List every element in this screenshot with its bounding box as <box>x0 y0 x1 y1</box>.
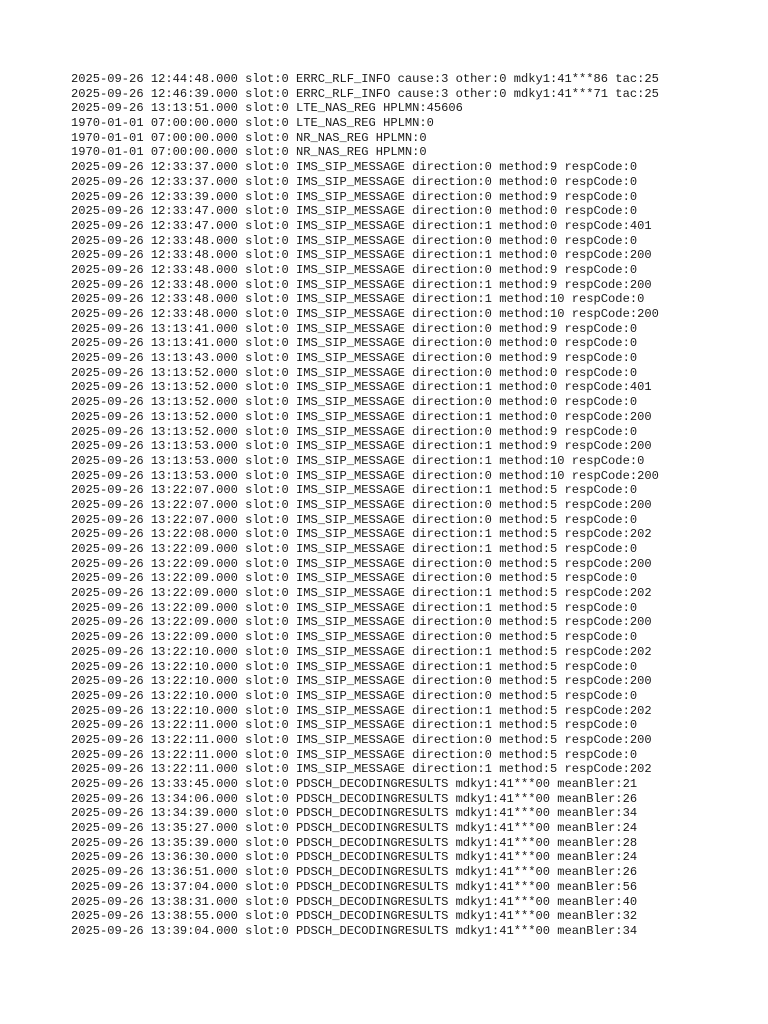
log-line: 2025-09-26 12:33:48.000 slot:0 IMS_SIP_MESSAGE direction:1 method:9 respCode:200 <box>71 277 652 292</box>
log-line: 2025-09-26 13:33:45.000 slot:0 PDSCH_DECODINGRESULTS mdky1:41***00 meanBler:21 <box>71 777 638 791</box>
log-line: 2025-09-26 13:13:43.000 slot:0 IMS_SIP_MESSAGE direction:0 method:9 respCode:0 <box>71 351 638 366</box>
log-line: 2025-09-26 13:13:52.000 slot:0 IMS_SIP_MESSAGE direction:0 method:0 respCode:0 <box>71 365 638 380</box>
log-line: 2025-09-26 13:22:10.000 slot:0 IMS_SIP_MESSAGE direction:1 method:5 respCode:0 <box>71 659 638 674</box>
log-line: 2025-09-26 12:33:39.000 slot:0 IMS_SIP_MESSAGE direction:0 method:9 respCode:0 <box>71 189 638 204</box>
log-line: 2025-09-26 13:22:09.000 slot:0 IMS_SIP_MESSAGE direction:1 method:5 respCode:0 <box>71 600 638 615</box>
log-line: 2025-09-26 13:13:51.000 slot:0 LTE_NAS_REG HPLMN:45606 <box>71 101 463 116</box>
log-line: 2025-09-26 13:13:41.000 slot:0 IMS_SIP_MESSAGE direction:0 method:0 respCode:0 <box>71 336 638 351</box>
log-line: 2025-09-26 12:33:47.000 slot:0 IMS_SIP_MESSAGE direction:0 method:0 respCode:0 <box>71 204 638 219</box>
log-line: 1970-01-01 07:00:00.000 slot:0 NR_NAS_REG HPLMN:0 <box>71 145 427 160</box>
log-line: 2025-09-26 13:13:52.000 slot:0 IMS_SIP_MESSAGE direction:0 method:9 respCode:0 <box>71 424 638 439</box>
log-line: 2025-09-26 13:38:31.000 slot:0 PDSCH_DECODINGRESULTS mdky1:41***00 meanBler:40 <box>71 894 638 909</box>
log-line: 1970-01-01 07:00:00.000 slot:0 LTE_NAS_REG HPLMN:0 <box>71 116 434 131</box>
log-line: 2025-09-26 13:22:11.000 slot:0 IMS_SIP_MESSAGE direction:1 method:5 respCode:202 <box>71 762 652 777</box>
log-listing <box>71 72 659 939</box>
log-line: 2025-09-26 13:13:53.000 slot:0 IMS_SIP_MESSAGE direction:0 method:10 respCode:200 <box>71 468 659 483</box>
log-line: 2025-09-26 13:22:09.000 slot:0 IMS_SIP_MESSAGE direction:1 method:5 respCode:202 <box>71 586 652 601</box>
log-line: 2025-09-26 13:13:52.000 slot:0 IMS_SIP_MESSAGE direction:1 method:0 respCode:401 <box>71 380 652 395</box>
log-line: 2025-09-26 13:13:41.000 slot:0 IMS_SIP_MESSAGE direction:0 method:9 respCode:0 <box>71 321 638 336</box>
log-line: 1970-01-01 07:00:00.000 slot:0 NR_NAS_REG HPLMN:0 <box>71 130 427 145</box>
log-line: 2025-09-26 13:22:11.000 slot:0 IMS_SIP_MESSAGE direction:1 method:5 respCode:0 <box>71 718 638 733</box>
log-line: 2025-09-26 13:34:06.000 slot:0 PDSCH_DECODINGRESULTS mdky1:41***00 meanBler:26 <box>71 791 638 806</box>
log-line: 2025-09-26 12:33:37.000 slot:0 IMS_SIP_MESSAGE direction:0 method:0 respCode:0 <box>71 174 638 189</box>
log-line: 2025-09-26 13:37:04.000 slot:0 PDSCH_DECODINGRESULTS mdky1:41***00 meanBler:56 <box>71 879 638 894</box>
log-line: 2025-09-26 13:13:53.000 slot:0 IMS_SIP_MESSAGE direction:1 method:9 respCode:200 <box>71 439 652 454</box>
log-line: 2025-09-26 13:22:10.000 slot:0 IMS_SIP_MESSAGE direction:1 method:5 respCode:202 <box>71 703 652 718</box>
log-line: 2025-09-26 13:22:10.000 slot:0 IMS_SIP_MESSAGE direction:0 method:5 respCode:200 <box>71 674 652 689</box>
log-line: 2025-09-26 12:46:39.000 slot:0 ERRC_RLF_INFO cause:3 other:0 mdky1:41***71 tac:25 <box>71 86 659 101</box>
log-line: 2025-09-26 12:33:48.000 slot:0 IMS_SIP_MESSAGE direction:0 method:10 respCode:200 <box>71 307 659 321</box>
log-line: 2025-09-26 13:13:52.000 slot:0 IMS_SIP_MESSAGE direction:1 method:0 respCode:200 <box>71 409 652 424</box>
log-line: 2025-09-26 12:33:37.000 slot:0 IMS_SIP_MESSAGE direction:0 method:9 respCode:0 <box>71 160 638 175</box>
log-line: 2025-09-26 13:22:07.000 slot:0 IMS_SIP_MESSAGE direction:0 method:5 respCode:0 <box>71 512 638 527</box>
log-line: 2025-09-26 13:39:04.000 slot:0 PDSCH_DECODINGRESULTS mdky1:41***00 meanBler:34 <box>71 923 638 938</box>
log-line: 2025-09-26 13:22:07.000 slot:0 IMS_SIP_MESSAGE direction:0 method:5 respCode:200 <box>71 497 652 512</box>
log-line: 2025-09-26 12:44:48.000 slot:0 ERRC_RLF_INFO cause:3 other:0 mdky1:41***86 tac:25 <box>71 72 659 86</box>
log-line: 2025-09-26 12:33:48.000 slot:0 IMS_SIP_MESSAGE direction:1 method:0 respCode:200 <box>71 248 652 263</box>
log-line: 2025-09-26 13:22:11.000 slot:0 IMS_SIP_MESSAGE direction:0 method:5 respCode:200 <box>71 732 652 747</box>
log-line: 2025-09-26 13:22:09.000 slot:0 IMS_SIP_MESSAGE direction:0 method:5 respCode:0 <box>71 571 638 586</box>
log-line: 2025-09-26 12:33:48.000 slot:0 IMS_SIP_MESSAGE direction:1 method:10 respCode:0 <box>71 292 645 307</box>
log-line: 2025-09-26 12:33:48.000 slot:0 IMS_SIP_MESSAGE direction:0 method:0 respCode:0 <box>71 233 638 248</box>
log-line: 2025-09-26 12:33:47.000 slot:0 IMS_SIP_MESSAGE direction:1 method:0 respCode:401 <box>71 218 652 233</box>
log-line: 2025-09-26 13:22:09.000 slot:0 IMS_SIP_MESSAGE direction:1 method:5 respCode:0 <box>71 542 638 556</box>
log-line: 2025-09-26 13:13:53.000 slot:0 IMS_SIP_MESSAGE direction:1 method:10 respCode:0 <box>71 453 645 468</box>
log-line: 2025-09-26 13:38:55.000 slot:0 PDSCH_DECODINGRESULTS mdky1:41***00 meanBler:32 <box>71 909 638 924</box>
log-line: 2025-09-26 13:22:11.000 slot:0 IMS_SIP_MESSAGE direction:0 method:5 respCode:0 <box>71 747 638 762</box>
log-line: 2025-09-26 13:22:09.000 slot:0 IMS_SIP_MESSAGE direction:0 method:5 respCode:0 <box>71 630 638 645</box>
log-line: 2025-09-26 13:13:52.000 slot:0 IMS_SIP_MESSAGE direction:0 method:0 respCode:0 <box>71 395 638 410</box>
log-line: 2025-09-26 13:22:09.000 slot:0 IMS_SIP_MESSAGE direction:0 method:5 respCode:200 <box>71 615 652 630</box>
log-line: 2025-09-26 13:22:08.000 slot:0 IMS_SIP_MESSAGE direction:1 method:5 respCode:202 <box>71 527 652 542</box>
log-line: 2025-09-26 13:36:51.000 slot:0 PDSCH_DECODINGRESULTS mdky1:41***00 meanBler:26 <box>71 865 638 880</box>
log-line: 2025-09-26 13:22:09.000 slot:0 IMS_SIP_MESSAGE direction:0 method:5 respCode:200 <box>71 556 652 571</box>
log-line: 2025-09-26 13:22:10.000 slot:0 IMS_SIP_MESSAGE direction:1 method:5 respCode:202 <box>71 644 652 659</box>
log-line: 2025-09-26 13:35:39.000 slot:0 PDSCH_DECODINGRESULTS mdky1:41***00 meanBler:28 <box>71 835 638 850</box>
log-line: 2025-09-26 13:36:30.000 slot:0 PDSCH_DECODINGRESULTS mdky1:41***00 meanBler:24 <box>71 850 638 865</box>
log-line: 2025-09-26 13:35:27.000 slot:0 PDSCH_DECODINGRESULTS mdky1:41***00 meanBler:24 <box>71 821 638 836</box>
log-line: 2025-09-26 13:34:39.000 slot:0 PDSCH_DECODINGRESULTS mdky1:41***00 meanBler:34 <box>71 806 638 821</box>
log-line: 2025-09-26 12:33:48.000 slot:0 IMS_SIP_MESSAGE direction:0 method:9 respCode:0 <box>71 262 638 277</box>
log-line: 2025-09-26 13:22:07.000 slot:0 IMS_SIP_MESSAGE direction:1 method:5 respCode:0 <box>71 483 638 498</box>
log-line: 2025-09-26 13:22:10.000 slot:0 IMS_SIP_MESSAGE direction:0 method:5 respCode:0 <box>71 688 638 703</box>
